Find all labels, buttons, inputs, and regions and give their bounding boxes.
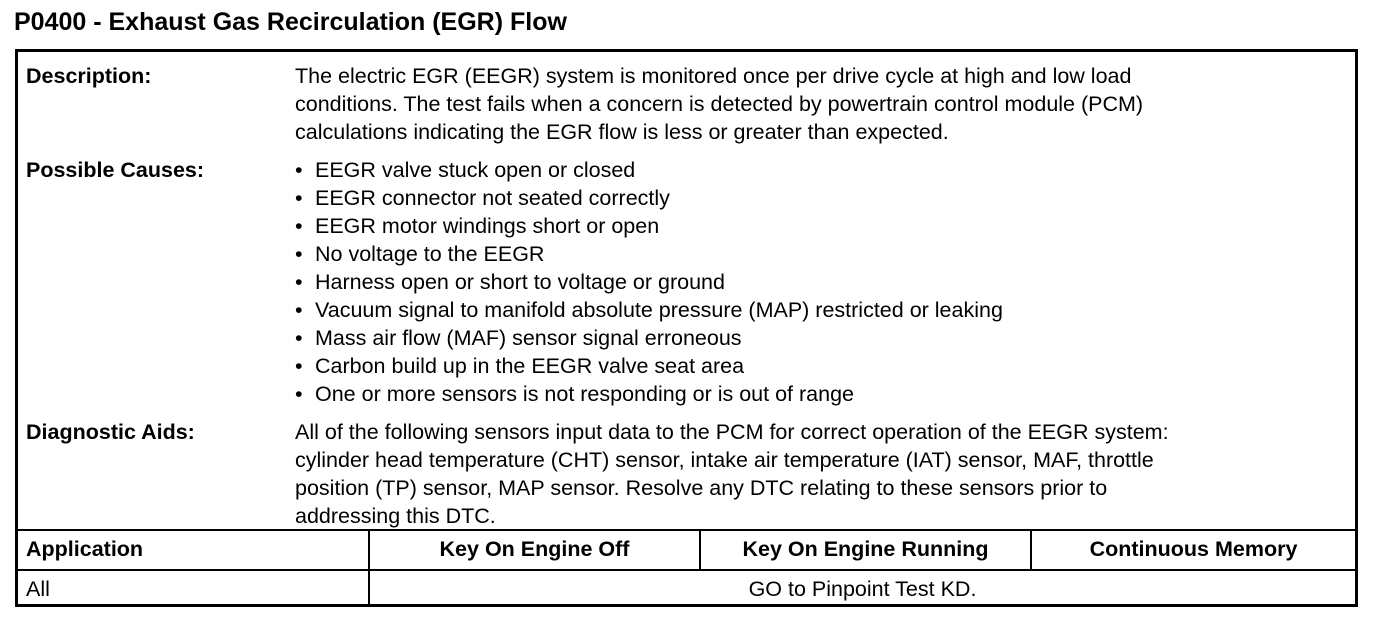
diagnostic-aids-line: addressing this DTC. (295, 504, 496, 528)
dtc-info-table (15, 49, 1358, 607)
possible-causes-list (295, 156, 1003, 408)
bullet-icon: • (295, 214, 303, 238)
list-item: • One or more sensors is not responding or is out of range (295, 382, 854, 406)
list-item: • No voltage to the EEGR (295, 242, 545, 266)
pinpoint-test-cell: GO to Pinpoint Test KD. (748, 577, 977, 601)
list-item: • Mass air flow (MAF) sensor signal erroneous (295, 326, 742, 350)
description-line: calculations indicating the EGR flow is less or greater than expected. (295, 120, 949, 144)
description-label: Description: (26, 64, 152, 88)
list-item: • EEGR motor windings short or open (295, 214, 660, 238)
bullet-icon: • (295, 382, 303, 406)
application-cell: All (26, 577, 50, 601)
column-header-koeo: Key On Engine Off (439, 537, 630, 561)
description-text (295, 62, 1143, 146)
diagnostic-aids-line: cylinder head temperature (CHT) sensor, intake air temperature (IAT) sensor, MAF, throttle (295, 448, 1154, 472)
column-header-application: Application (26, 537, 144, 561)
list-item: • Harness open or short to voltage or ground (295, 270, 725, 294)
bullet-icon: • (295, 242, 303, 266)
bullet-icon: • (295, 354, 303, 378)
bullet-icon: • (295, 270, 303, 294)
possible-causes-label: Possible Causes: (26, 158, 205, 182)
list-item: • Carbon build up in the EEGR valve seat area (295, 354, 745, 378)
description-line: The electric EGR (EEGR) system is monitored once per drive cycle at high and low load (295, 64, 1132, 88)
column-header-koer: Key On Engine Running (742, 537, 989, 561)
bullet-icon: • (295, 298, 303, 322)
bullet-icon: • (295, 326, 303, 350)
list-item: • Vacuum signal to manifold absolute pressure (MAP) restricted or leaking (295, 298, 1003, 322)
description-line: conditions. The test fails when a concern is detected by powertrain control module (PCM) (295, 92, 1144, 116)
diagnostic-aids-text (295, 418, 1169, 530)
list-item: • EEGR connector not seated correctly (295, 186, 670, 210)
bullet-icon: • (295, 186, 303, 210)
diagnostic-aids-label: Diagnostic Aids: (26, 420, 195, 444)
page-title: P0400 - Exhaust Gas Recirculation (EGR) Flow (14, 8, 567, 36)
bullet-icon: • (295, 158, 303, 182)
column-header-continuous-memory: Continuous Memory (1089, 537, 1298, 561)
diagnostic-aids-line: position (TP) sensor, MAP sensor. Resolve any DTC relating to these sensors prior to (295, 476, 1108, 500)
diagnostic-aids-line: All of the following sensors input data to the PCM for correct operation of the EEGR system: (295, 420, 1169, 444)
list-item: • EEGR valve stuck open or closed (295, 158, 636, 182)
